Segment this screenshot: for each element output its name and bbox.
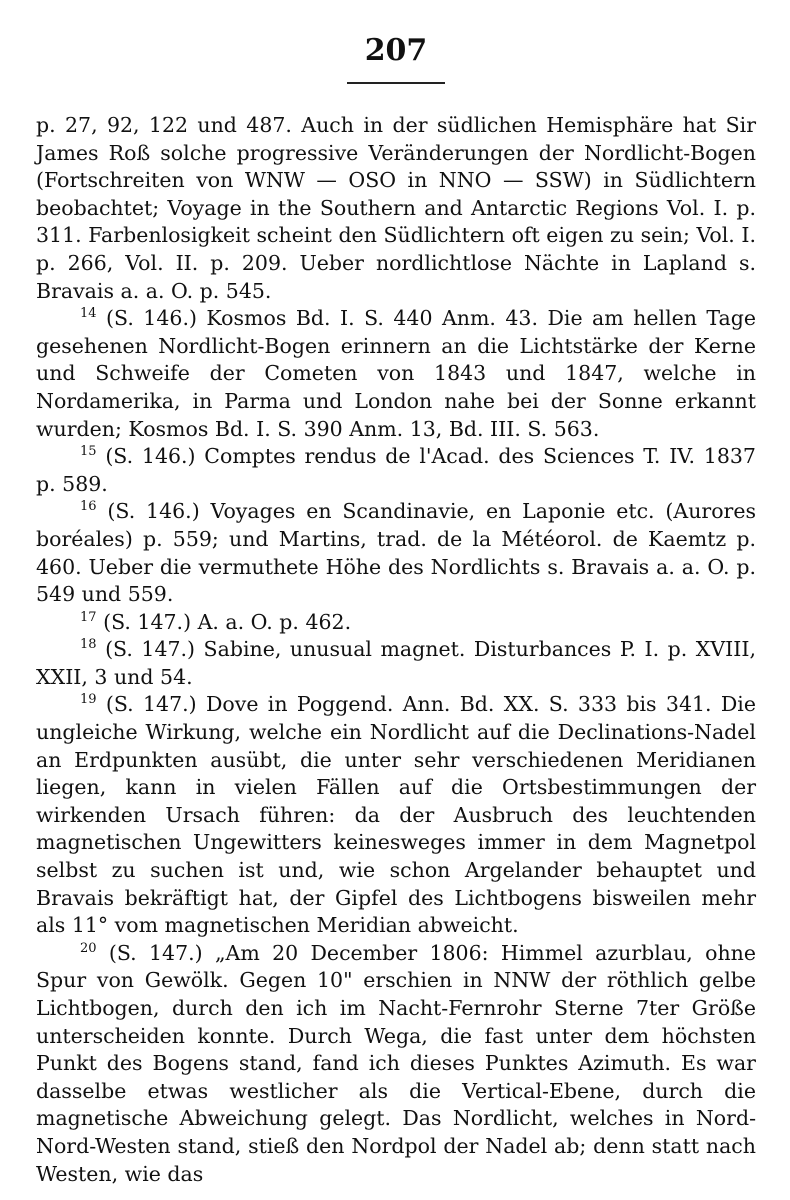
footnote-text: (S. 147.) A. a. O. p. 462. bbox=[103, 609, 352, 634]
footnotes-block bbox=[36, 112, 756, 1188]
footnote-marker: 16 bbox=[80, 499, 97, 515]
footnote-text: (S. 146.) Kosmos Bd. I. S. 440 Anm. 43. Die am hellen Tage gesehenen Nordlicht-Bogen erinnern an die Lichtstärke der Kerne und Schweife der Cometen von 1843 und 1847, welche in Nordamerika, in Parma und London nahe bei der Sonne erkannt wurden; Kosmos Bd. I. S. 390 Anm. 13, Bd. III. S. 563. bbox=[36, 306, 756, 441]
footnote-18 bbox=[36, 636, 756, 691]
footnote-marker: 17 bbox=[80, 609, 97, 625]
header-rule bbox=[347, 82, 445, 84]
footnote-13-continuation bbox=[36, 112, 756, 305]
footnote-text: (S. 147.) Dove in Poggend. Ann. Bd. XX. S. 333 bis 341. Die ungleiche Wirkung, welche ein Nordlicht auf die Declinations-Nadel an Erdpunkten ausübt, die unter sehr verschiedenen Meridianen liegen, kann in vielen Fällen auf die Ortsbestimmungen der wirkenden Ursach führen: da der Ausbruch des leuchtenden magnetischen Ungewitters keinesweges immer in dem Magnetpol selbst zu suchen ist und, wie schon Argelander behauptet und Bravais bekräftigt hat, der Gipfel des Lichtbogens bisweilen mehr als 11° vom magnetischen Meridian abweicht. bbox=[36, 692, 756, 938]
page-number: 207 bbox=[364, 33, 428, 68]
footnote-16 bbox=[36, 498, 756, 608]
footnote-marker: 18 bbox=[80, 637, 97, 653]
footnote-text: (S. 146.) Comptes rendus de l'Acad. des Sciences T. IV. 1837 p. 589. bbox=[36, 444, 756, 496]
footnote-text: (S. 147.) Sabine, unusual magnet. Disturbances P. I. p. XVIII, XXII, 3 und 54. bbox=[36, 637, 756, 689]
footnote-text: (S. 146.) Voyages en Scandinavie, en Laponie etc. (Aurores boréales) p. 559; und Martins, trad. de la Météorol. de Kaemtz p. 460. Ueber die vermuthete Höhe des Nordlichts s. Bravais a. a. O. p. 549 und 559. bbox=[36, 499, 756, 607]
footnote-19 bbox=[36, 691, 756, 939]
footnote-marker: 15 bbox=[80, 444, 97, 460]
footnote-text: p. 27, 92, 122 und 487. Auch in der südlichen Hemisphäre hat Sir James Roß solche progressive Veränderungen der Nordlicht-Bogen (Fortschreiten von WNW — OSO in NNO — SSW) in Südlichtern beobachtet; Voyage in the Southern and Antarctic Regions Vol. I. p. 311. Farbenlosigkeit scheint den Südlichtern oft eigen zu sein; Vol. I. p. 266, Vol. II. p. 209. Ueber nordlichtlose Nächte in Lapland s. Bravais a. a. O. p. 545. bbox=[36, 113, 756, 303]
footnote-marker: 20 bbox=[80, 940, 97, 956]
footnote-20 bbox=[36, 940, 756, 1188]
footnote-marker: 14 bbox=[80, 306, 97, 322]
footnote-15 bbox=[36, 443, 756, 498]
footnote-17 bbox=[36, 609, 756, 637]
footnote-14 bbox=[36, 305, 756, 443]
footnote-text: (S. 147.) „Am 20 December 1806: Himmel azurblau, ohne Spur von Gewölk. Gegen 10" erschien in NNW der röthlich gelbe Lichtbogen, durch den ich im Nacht-Fernrohr Sterne 7ter Größe unterscheiden konnte. Durch Wega, die fast unter dem höchsten Punkt des Bogens stand, fand ich dieses Punktes Azimuth. Es war dasselbe etwas westlicher als die Vertical-Ebene, durch die magnetische Abweichung gelegt. Das Nordlicht, welches in Nord-Nord-Westen stand, stieß den Nordpol der Nadel ab; denn statt nach Westen, wie das bbox=[36, 940, 756, 1186]
footnote-marker: 19 bbox=[80, 692, 97, 708]
